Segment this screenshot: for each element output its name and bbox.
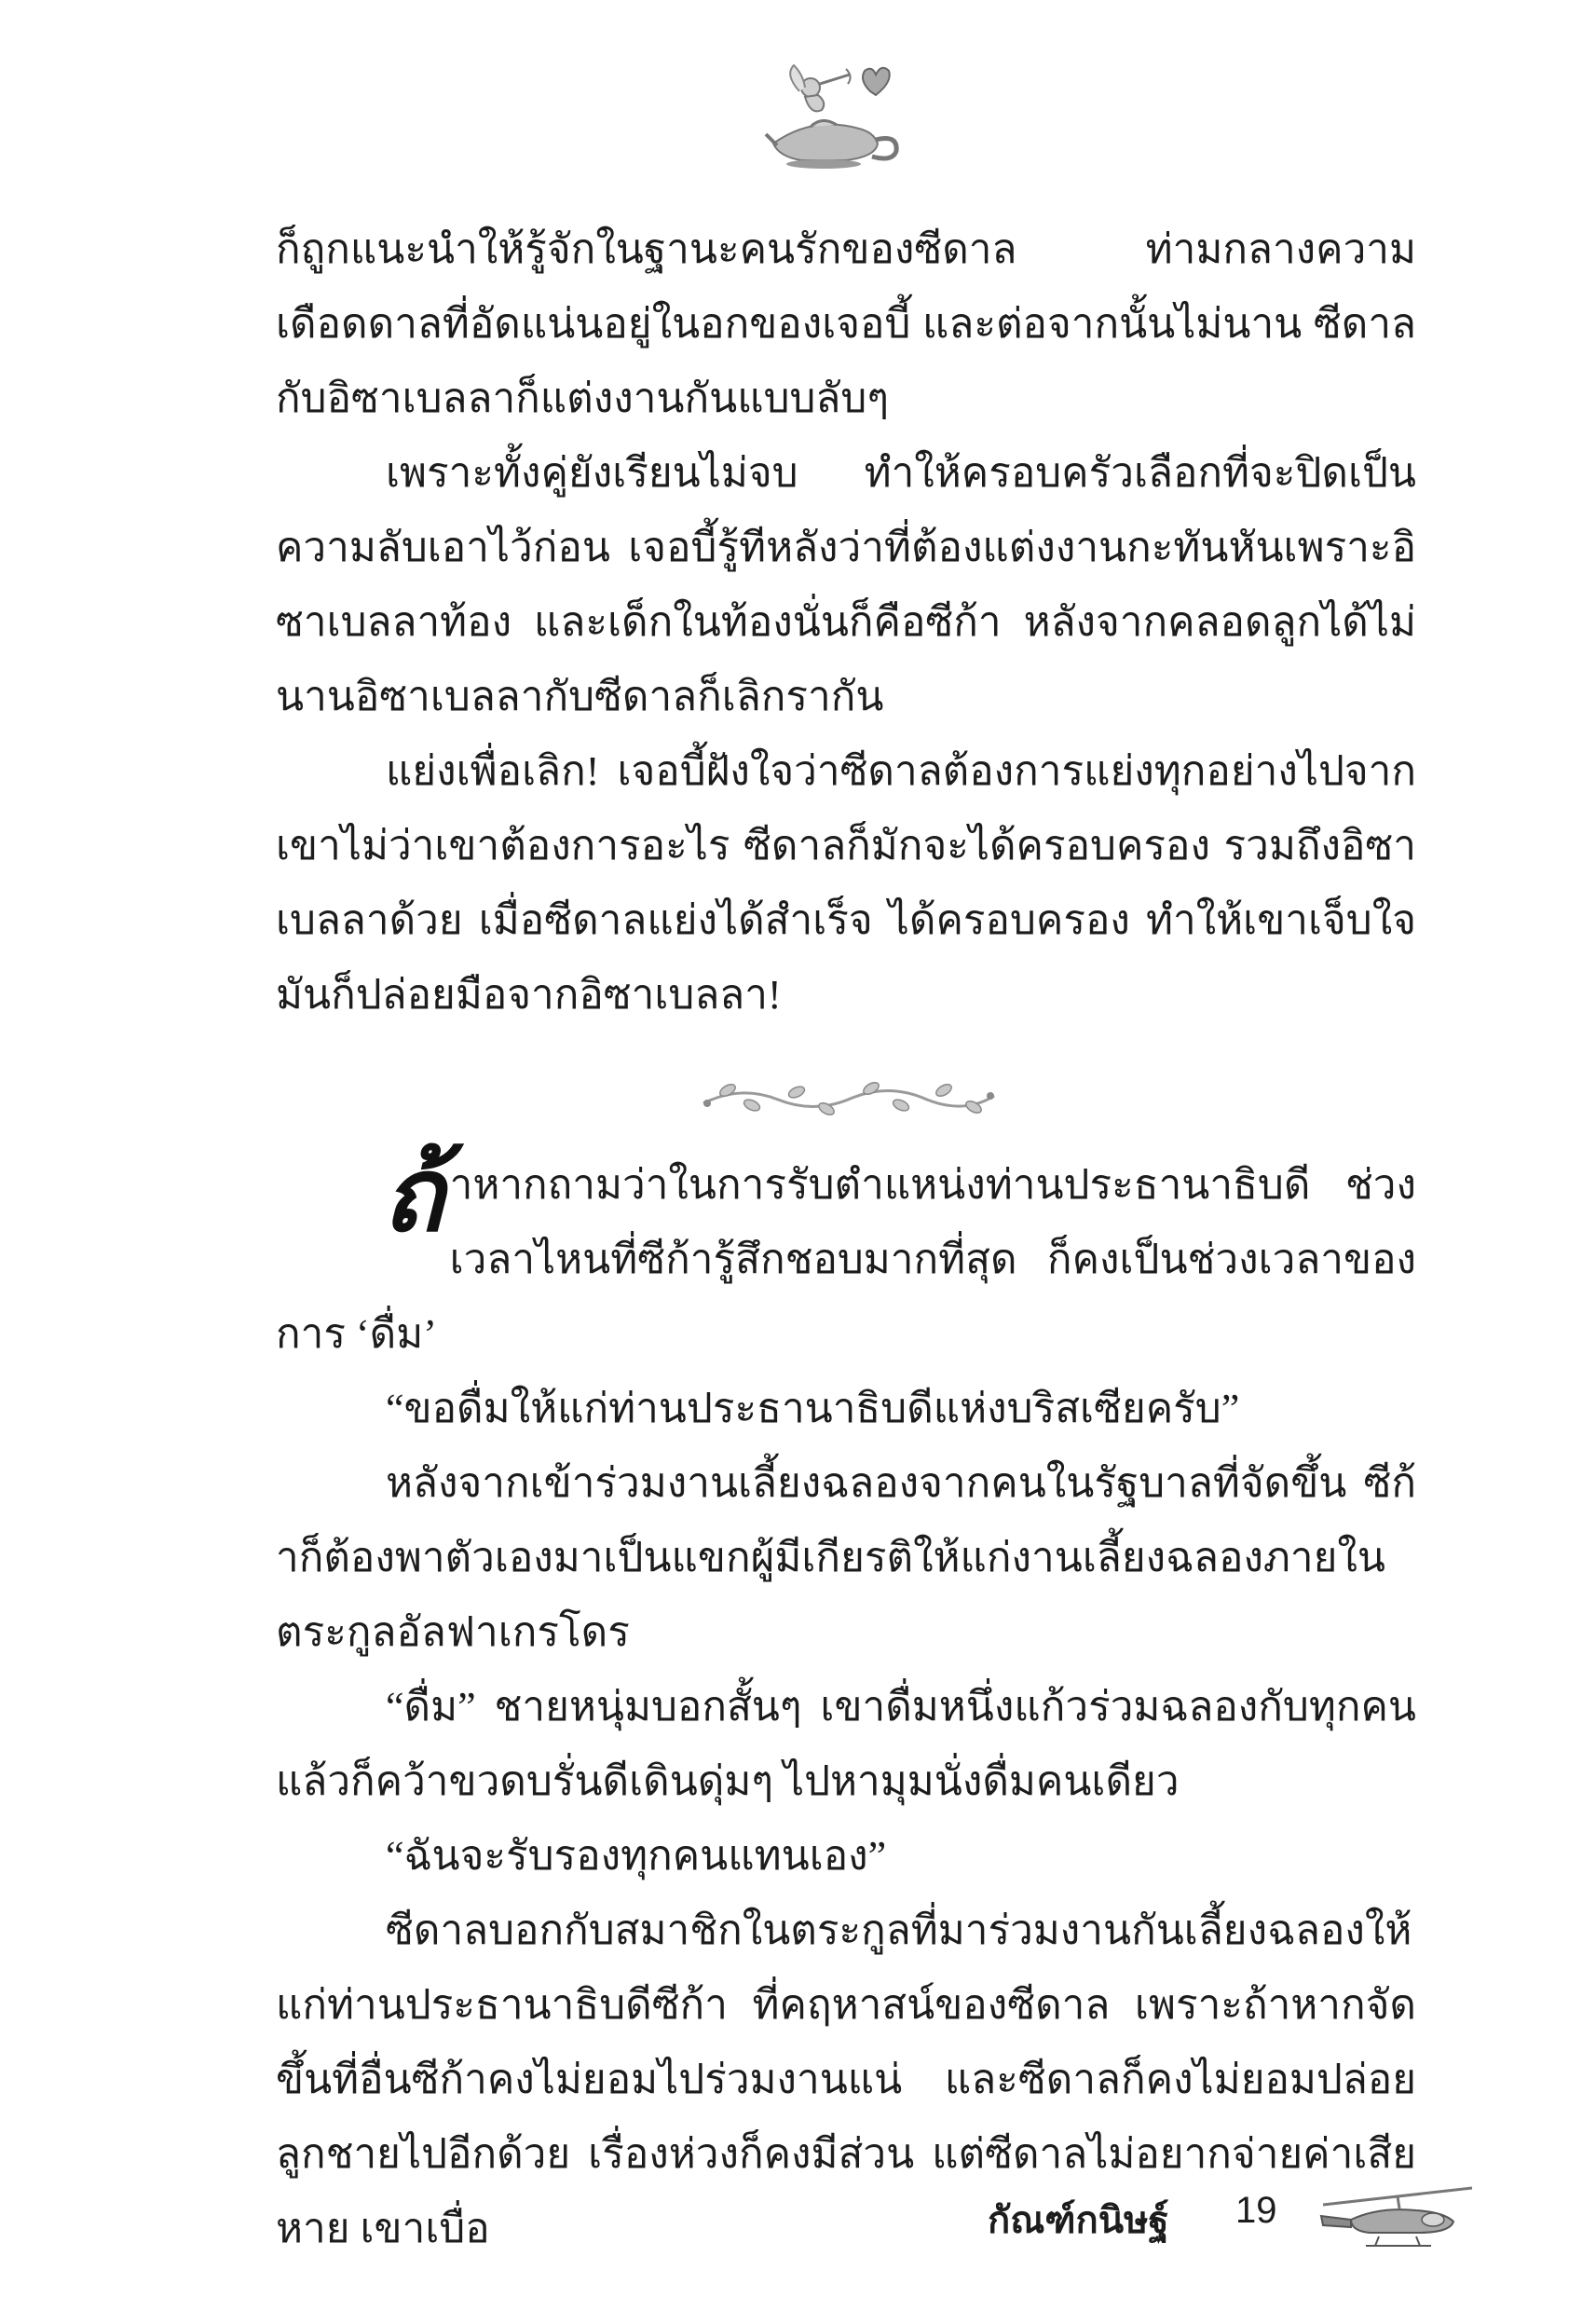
paragraph: ก็ถูกแนะนำให้รู้จักในฐานะคนรักของซีดาล ท่ามกลางความเดือดดาลที่อัดแน่นอยู่ในอกของเจอบี้ และต่อจากนั้นไม่นาน ซีดาลกับอิซาเบลลาก็แต่งงานกันแบบลับๆ xyxy=(276,226,1416,421)
paragraph: ซีดาลบอกกับสมาชิกในตระกูลที่มาร่วมงานกันเลี้ยงฉลองให้แก่ท่านประธานาธิบดีซีก้า ที่คฤหาสน์ของซีดาล เพราะถ้าหากจัดขึ้นที่อื่นซีก้าคงไม่ยอมไปร่วมงานแน่ และซีดาลก็คงไม่ยอมปล่อยลูกชายไปอีกด้วย เรื่องห่วงก็คงมีส่วน แต่ซีดาลไม่อยากจ่ายค่าเสียหาย เขาเบื่อ xyxy=(276,1908,1416,2251)
section-1-text xyxy=(276,212,1416,1032)
vine-leaf-divider-icon xyxy=(694,1072,1002,1122)
opening-text: าหากถามว่าในการรับตำแหน่งท่านประธานาธิบดี ช่วงเวลาไหนที่ซีก้ารู้สึกชอบมากที่สุด ก็คงเป็นช่วงเวลาของการ ‘ดื่ม’ xyxy=(276,1162,1416,1357)
cupid-teapot-icon xyxy=(757,54,906,175)
drop-cap: ถ้ xyxy=(382,1134,444,1254)
paragraph: “ฉันจะรับรองทุกคนแทนเอง” xyxy=(386,1833,887,1879)
paragraph: หลังจากเข้าร่วมงานเลี้ยงฉลองจากคนในรัฐบาลที่จัดขึ้น ซีก้าก็ต้องพาตัวเองมาเป็นแขกผู้มีเกียรติให้แก่งานเลี้ยงฉลองภายในตระกูลอัลฟาเกรโดร xyxy=(276,1460,1416,1655)
paragraph: “ดื่ม” ชายหนุ่มบอกสั้นๆ เขาดื่มหนึ่งแก้วร่วมฉลองกับทุกคนแล้วก็คว้าขวดบรั่นดีเดินดุ่มๆ ไปหามุมนั่งดื่มคนเดียว xyxy=(276,1684,1416,1804)
page-number: 19 xyxy=(1235,2190,1277,2231)
paragraph: เพราะทั้งคู่ยังเรียนไม่จบ ทำให้ครอบครัวเลือกที่จะปิดเป็นความลับเอาไว้ก่อน เจอบี้รู้ทีหลังว่าที่ต้องแต่งงานกะทันหันเพราะอิซาเบลลาท้อง และเด็กในท้องนั่นก็คือซีก้า หลังจากคลอดลูกได้ไม่นานอิซาเบลลากับซีดาลก็เลิกรากัน xyxy=(276,450,1416,719)
paragraph: แย่งเพื่อเลิก! เจอบี้ฝังใจว่าซีดาลต้องการแย่งทุกอย่างไปจากเขาไม่ว่าเขาต้องการอะไร ซีดาลก็มักจะได้ครอบครอง รวมถึงอิซาเบลลาด้วย เมื่อซีดาลแย่งได้สำเร็จ ได้ครอบครอง ทำให้เขาเจ็บใจ มันก็ปล่อยมือจากอิซาเบลลา! xyxy=(276,748,1416,1018)
section-2-text xyxy=(276,1134,1416,2266)
page-footer xyxy=(988,2179,1509,2263)
book-title: กัณฑ์กนิษฐ์ xyxy=(988,2200,1169,2241)
paragraph: “ขอดื่มให้แก่ท่านประธานาธิบดีแห่งบริสเซียครับ” xyxy=(386,1386,1240,1431)
helicopter-icon xyxy=(1314,2179,1481,2253)
opening-paragraph xyxy=(276,1134,1416,1372)
